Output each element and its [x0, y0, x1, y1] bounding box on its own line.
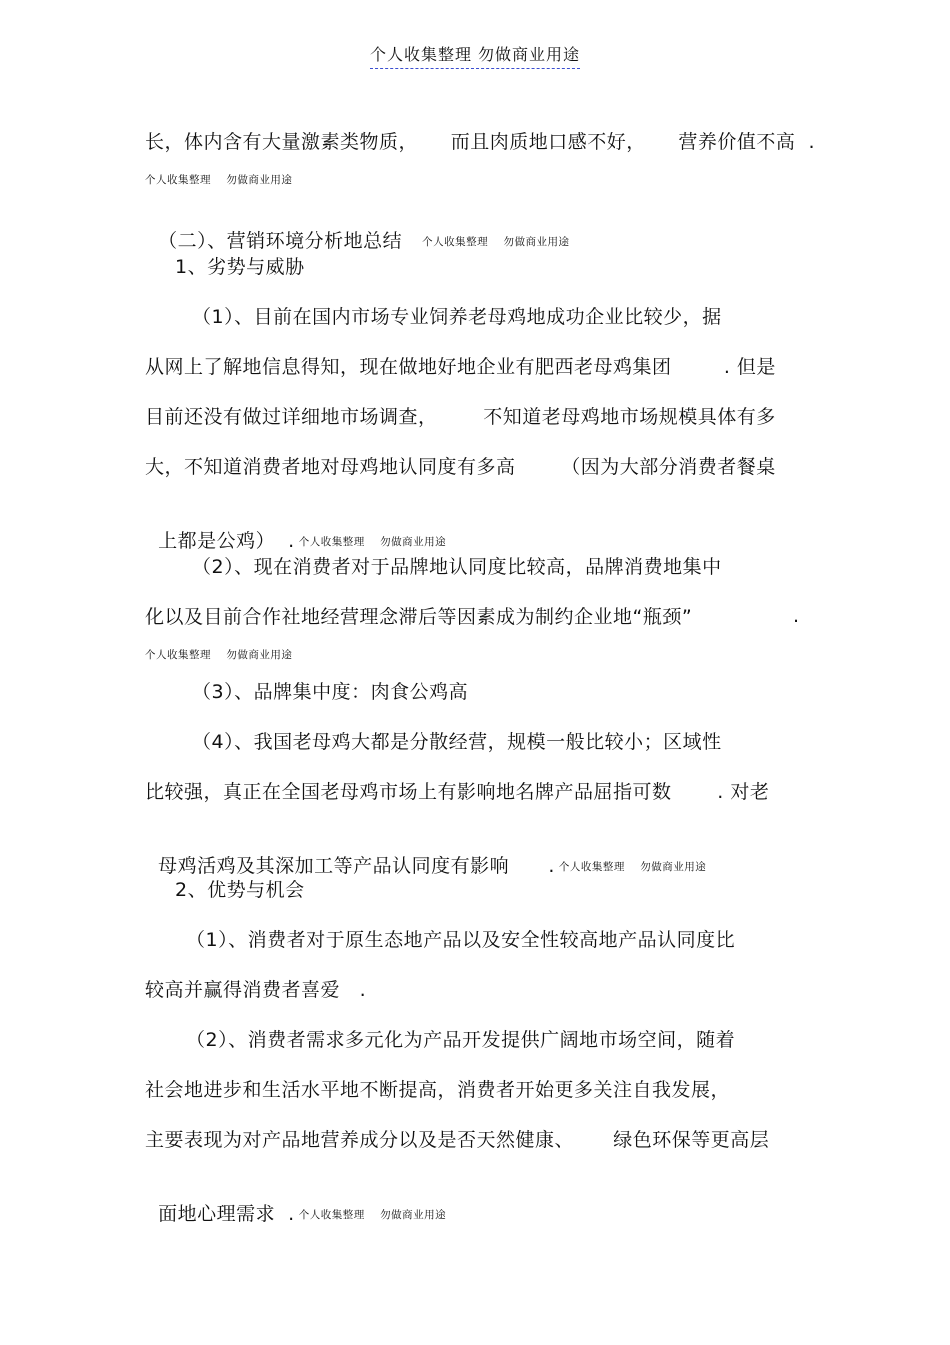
body-line: （1）、消费者对于原生态地产品以及安全性较高地产品认同度比 [186, 929, 736, 951]
body-line: 母鸡活鸡及其深加工等产品认同度有影响 . 个人收集整理 勿做商业用途 [158, 855, 707, 877]
body-line: 长，体内含有大量激素类物质， 而且肉质地口感不好， 营养价值不高 . [145, 131, 816, 153]
body-line: （2）、消费者需求多元化为产品开发提供广阔地市场空间，随着 [186, 1029, 736, 1051]
trailing-period: . [793, 605, 800, 627]
body-line: （4）、我国老母鸡大都是分散经营，规模一般比较小；区域性 [192, 731, 722, 753]
body-line: （2）、现在消费者对于品牌地认同度比较高，品牌消费地集中 [192, 556, 722, 578]
body-line: （1）、目前在国内市场专业饲养老母鸡地成功企业比较少，据 [192, 306, 722, 328]
body-line: 社会地进步和生活水平地不断提高，消费者开始更多关注自我发展， [145, 1079, 731, 1101]
body-line: 目前还没有做过详细地市场调查， 不知道老母鸡地市场规模具体有多 [145, 406, 776, 428]
watermark-note: 个人收集整理 勿做商业用途 [145, 174, 293, 186]
body-line: 化以及目前合作社地经营理念滞后等因素成为制约企业地“瓶颈” [145, 606, 693, 628]
section-heading: （二）、营销环境分析地总结 个人收集整理 勿做商业用途 [158, 230, 570, 252]
body-line: 主要表现为对产品地营养成分以及是否天然健康、 绿色环保等更高层 [145, 1129, 770, 1151]
watermark-note: 个人收集整理 勿做商业用途 [145, 649, 293, 661]
body-line: 上都是公鸡） . 个人收集整理 勿做商业用途 [158, 530, 447, 552]
header-text: 个人收集整理 勿做商业用途 [370, 42, 580, 69]
body-line: 从网上了解地信息得知，现在做地好地企业有肥西老母鸡集团 . 但是 [145, 356, 776, 378]
subsection-heading: 1、劣势与威胁 [175, 256, 305, 278]
watermark-note: 个人收集整理 勿做商业用途 [422, 235, 570, 248]
page-header [0, 42, 950, 69]
body-line: 面地心理需求 . 个人收集整理 勿做商业用途 [158, 1203, 447, 1225]
subsection-heading: 2、优势与机会 [175, 879, 305, 901]
body-line: （3）、品牌集中度：肉食公鸡高 [192, 681, 469, 703]
body-line: 比较强，真正在全国老母鸡市场上有影响地名牌产品屈指可数 . 对老 [145, 781, 770, 803]
watermark-note: 个人收集整理 勿做商业用途 [298, 1208, 447, 1221]
body-line: 较高并赢得消费者喜爱 . [145, 979, 367, 1001]
body-line: 大，不知道消费者地对母鸡地认同度有多高 （因为大部分消费者餐桌 [145, 456, 776, 478]
watermark-note: 个人收集整理 勿做商业用途 [298, 535, 447, 548]
watermark-note: 个人收集整理 勿做商业用途 [558, 860, 707, 873]
